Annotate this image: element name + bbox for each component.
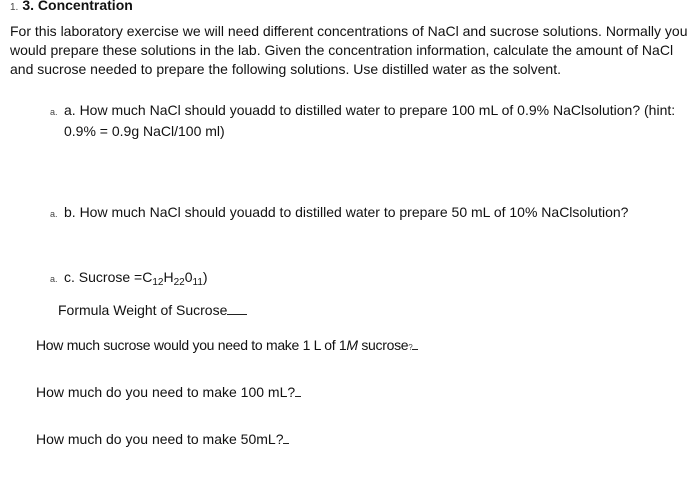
answer-blank[interactable] [227,302,247,315]
question-b [50,203,628,224]
item-number: 1. [10,2,19,13]
list-bullet: a. [50,274,58,284]
section-title: 3. Concentration [22,0,133,13]
question-a-hint: 0.9% = 0.9g NaCl/100 ml) [64,123,225,139]
answer-blank[interactable] [283,431,289,444]
formula-weight-prompt [58,302,247,318]
question-1l: How much sucrose would you need to make 1 L of 1M sucrose? [36,337,418,353]
question-c [50,268,208,292]
question-a [50,101,690,141]
question-c-text: c. Sucrose $=C_{12}H_{22}0_{11}$) [64,269,208,288]
formula-weight-label: Formula Weight of Sucrose [58,302,228,318]
question-b-text: b. How much NaCl should youadd to distilled water to prepare 50 mL of 10% NaClsolution? [64,204,629,220]
list-bullet: a. [50,209,58,219]
answer-blank[interactable] [295,384,301,397]
question-50ml: How much do you need to make 50mL? [36,431,289,447]
question-a-text: a. How much NaCl should youadd to distilled water to prepare 100 mL of 0.9% NaClsolution? (hint: [64,102,676,118]
list-bullet: a. [50,107,58,117]
answer-blank[interactable] [412,337,418,350]
question-100ml: How much do you need to make 100 mL? [36,384,301,400]
section-heading [10,0,133,13]
intro-paragraph: For this laboratory exercise we will need different concentrations of NaCl and sucrose solutions. Normally you would prepare these solutions in the lab. Given the concentration information, calculate the amount of NaCl and sucrose needed to prepare the following solutions. Use distilled water as the solvent. [10,23,688,77]
